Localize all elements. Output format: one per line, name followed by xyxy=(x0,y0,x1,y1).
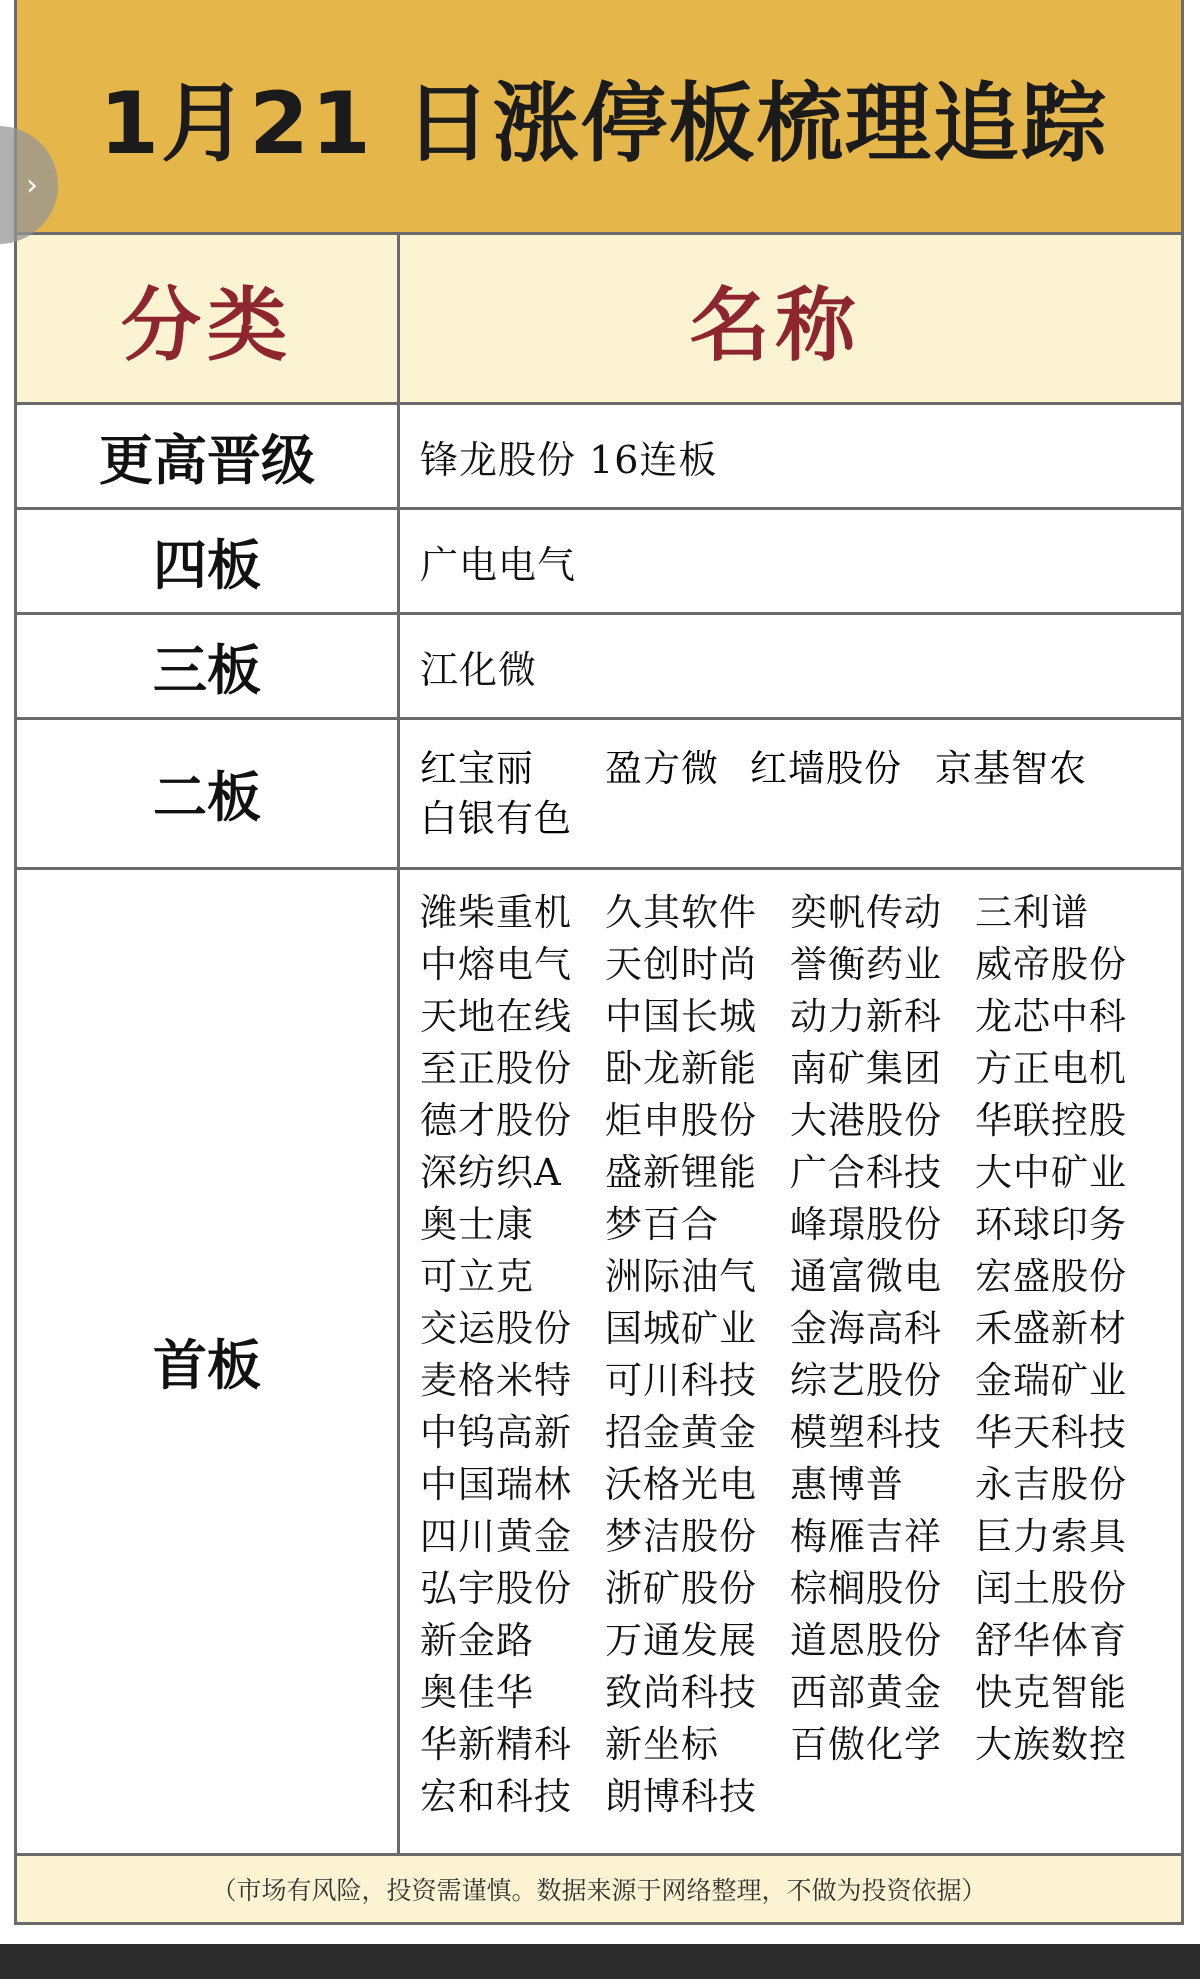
stock-name: 华联控股 xyxy=(975,1099,1127,1142)
table-row xyxy=(17,870,1181,1856)
stock-name: 天地在线 xyxy=(420,995,572,1038)
stock-name: 奥佳华 xyxy=(420,1671,534,1714)
names-cell xyxy=(400,720,1181,867)
stock-name: 永吉股份 xyxy=(975,1463,1127,1506)
stock-name: 宏盛股份 xyxy=(975,1255,1127,1298)
stock-name: 奥士康 xyxy=(420,1203,534,1246)
stock-name: 闰土股份 xyxy=(975,1567,1127,1610)
stock-name: 方正电机 xyxy=(975,1047,1127,1090)
stock-name: 模塑科技 xyxy=(790,1411,942,1454)
bottom-bar xyxy=(0,1944,1200,1979)
stock-name: 中熔电气 xyxy=(420,943,572,986)
stock-name: 梅雁吉祥 xyxy=(790,1515,942,1558)
stock-name: 中国长城 xyxy=(605,995,757,1038)
stock-name: 沃格光电 xyxy=(605,1463,757,1506)
stock-name: 天创时尚 xyxy=(605,943,757,986)
table-header-row xyxy=(17,235,1181,405)
table-card xyxy=(14,0,1184,1925)
stock-name: 可川科技 xyxy=(605,1359,757,1402)
category-cell xyxy=(17,870,400,1853)
names-cell xyxy=(400,870,1181,1853)
stock-name: 巨力索具 xyxy=(975,1515,1127,1558)
category-cell xyxy=(17,615,400,717)
category-cell xyxy=(17,510,400,612)
limit-up-table xyxy=(17,232,1181,1856)
stock-name: 江化微 xyxy=(420,647,538,692)
stock-name: 环球印务 xyxy=(975,1203,1127,1246)
stock-name: 红宝丽 xyxy=(420,746,534,790)
stock-name: 通富微电 xyxy=(790,1255,942,1298)
stock-name: 致尚科技 xyxy=(605,1671,757,1714)
stock-name: 大中矿业 xyxy=(975,1151,1127,1194)
stock-name: 弘宇股份 xyxy=(420,1567,572,1610)
stock-name: 麦格米特 xyxy=(420,1359,572,1402)
stock-name: 四川黄金 xyxy=(420,1515,572,1558)
stock-name: 南矿集团 xyxy=(790,1047,942,1090)
stock-name: 动力新科 xyxy=(790,995,942,1038)
stock-name: 道恩股份 xyxy=(790,1619,942,1662)
stock-name: 广电电气 xyxy=(420,542,577,587)
stock-name: 大港股份 xyxy=(790,1099,942,1142)
stock-name: 交运股份 xyxy=(420,1307,572,1350)
stock-name: 盈方微 xyxy=(605,746,719,790)
names-cell xyxy=(400,405,1181,507)
table-row xyxy=(17,405,1181,510)
table-row xyxy=(17,720,1181,870)
stock-name: 浙矿股份 xyxy=(605,1567,757,1610)
stock-name: 华天科技 xyxy=(975,1411,1127,1454)
stock-name: 百傲化学 xyxy=(790,1723,942,1766)
names-cell xyxy=(400,510,1181,612)
stock-name: 龙芯中科 xyxy=(975,995,1127,1038)
stock-name: 惠博普 xyxy=(790,1463,904,1506)
stock-name: 洲际油气 xyxy=(605,1255,757,1298)
stock-name: 可立克 xyxy=(420,1255,534,1298)
table-row xyxy=(17,510,1181,615)
stock-name: 中钨高新 xyxy=(420,1411,572,1454)
stock-name: 新坐标 xyxy=(605,1723,719,1766)
stock-name: 红墙股份 xyxy=(750,746,902,790)
stock-name: 棕榈股份 xyxy=(790,1567,942,1610)
stock-name: 至正股份 xyxy=(420,1047,572,1090)
stock-name: 招金黄金 xyxy=(605,1411,757,1454)
header-name-cell xyxy=(400,235,1181,402)
category-label: 首板 xyxy=(153,1334,261,1397)
stock-name: 国城矿业 xyxy=(605,1307,757,1350)
stock-name: 金海高科 xyxy=(790,1307,942,1350)
stock-name: 宏和科技 xyxy=(420,1775,572,1818)
category-label: 二板 xyxy=(153,766,261,829)
stock-name: 盛新锂能 xyxy=(605,1151,757,1194)
stock-name: 德才股份 xyxy=(420,1099,572,1142)
table-row xyxy=(17,615,1181,720)
category-label: 三板 xyxy=(153,638,261,702)
stock-name: 梦百合 xyxy=(605,1203,719,1246)
header-category-cell xyxy=(17,235,400,402)
stock-name-list xyxy=(420,746,1120,842)
stock-name: 潍柴重机 xyxy=(420,891,572,934)
stock-name: 禾盛新材 xyxy=(975,1307,1127,1350)
stock-name: 京基智农 xyxy=(935,746,1087,790)
stock-name: 久其软件 xyxy=(605,891,757,934)
stock-name: 华新精科 xyxy=(420,1723,572,1766)
stock-name: 炬申股份 xyxy=(605,1099,757,1142)
disclaimer: （市场有风险，投资需谨慎。数据来源于网络整理，不做为投资依据） xyxy=(17,1856,1181,1925)
stock-name: 奕帆传动 xyxy=(790,891,942,934)
header-category: 分类 xyxy=(121,279,293,372)
stock-name: 峰璟股份 xyxy=(790,1203,942,1246)
stock-name: 广合科技 xyxy=(790,1151,942,1194)
stock-name: 梦洁股份 xyxy=(605,1515,757,1558)
category-label: 四板 xyxy=(153,533,261,597)
stock-name: 综艺股份 xyxy=(790,1359,942,1402)
stock-name: 金瑞矿业 xyxy=(975,1359,1127,1402)
stock-name: 威帝股份 xyxy=(975,943,1127,986)
chevron-right-icon: › xyxy=(26,167,38,203)
stock-name: 新金路 xyxy=(420,1619,534,1662)
stock-name: 三利谱 xyxy=(975,891,1089,934)
category-cell xyxy=(17,405,400,507)
header-name: 名称 xyxy=(689,279,862,372)
stock-name: 万通发展 xyxy=(605,1619,757,1662)
stock-name: 中国瑞林 xyxy=(420,1463,572,1506)
stock-name: 誉衡药业 xyxy=(790,943,942,986)
stock-name: 舒华体育 xyxy=(975,1619,1127,1662)
stock-name: 卧龙新能 xyxy=(605,1047,757,1090)
stock-name: 锋龙股份 16连板 xyxy=(420,437,718,482)
category-label: 更高晋级 xyxy=(99,428,315,492)
stock-name: 快克智能 xyxy=(975,1671,1127,1714)
stock-name: 西部黄金 xyxy=(790,1671,942,1714)
stock-name: 白银有色 xyxy=(420,796,572,840)
names-cell xyxy=(400,615,1181,717)
page-title: 1月21 日涨停板梳理追踪 xyxy=(99,74,1109,174)
title-band xyxy=(17,0,1181,232)
stock-name: 大族数控 xyxy=(975,1723,1127,1766)
stock-name: 朗博科技 xyxy=(605,1775,757,1818)
category-cell xyxy=(17,720,400,867)
stock-name-list xyxy=(420,890,1160,1820)
stock-name: 深纺织A xyxy=(420,1151,562,1194)
